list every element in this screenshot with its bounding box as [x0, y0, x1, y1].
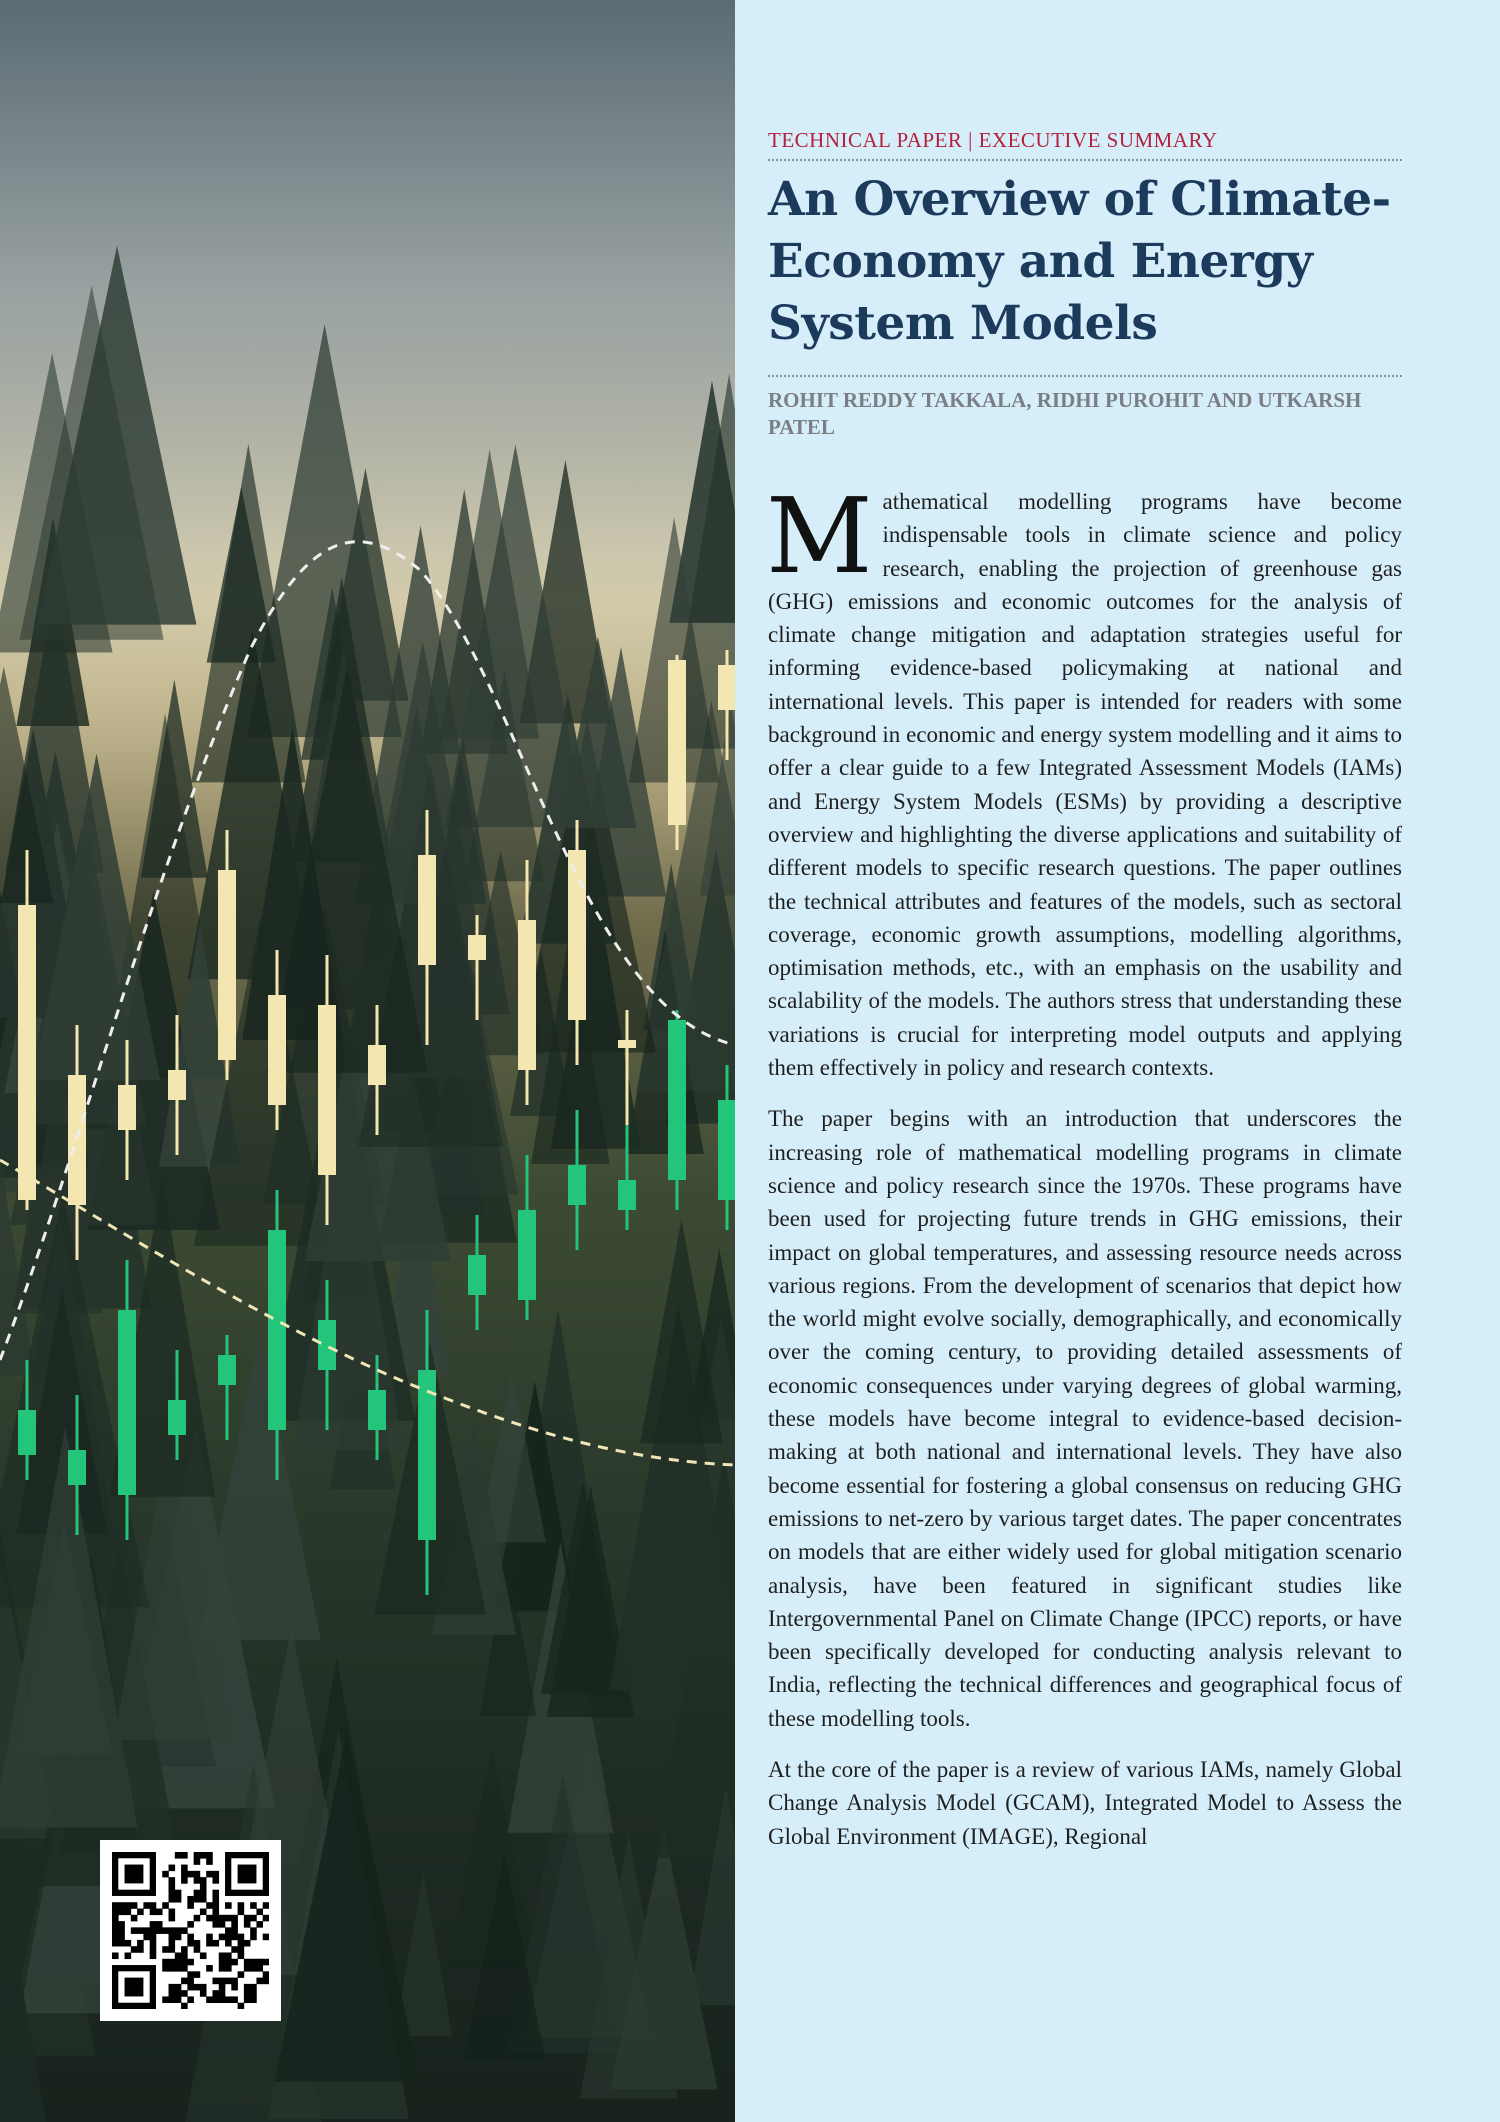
qr-module: [219, 1984, 226, 1991]
qr-module: [200, 1984, 207, 1991]
candlestick-body: [268, 1230, 286, 1430]
qr-module: [250, 1984, 257, 1991]
qr-module: [194, 1890, 201, 1897]
section-kicker: TECHNICAL PAPER | EXECUTIVE SUMMARY: [768, 128, 1402, 161]
qr-module: [219, 1934, 226, 1941]
qr-module: [231, 1978, 238, 1985]
qr-module: [200, 1852, 207, 1859]
qr-module: [150, 1902, 157, 1909]
qr-module: [212, 1990, 219, 1997]
summary-panel: [735, 0, 1500, 2122]
qr-module: [263, 1934, 269, 1941]
qr-module: [118, 1940, 125, 1947]
qr-module: [250, 1990, 257, 1997]
qr-finder: [238, 1865, 257, 1884]
qr-module: [244, 1940, 251, 1947]
qr-module: [118, 1902, 125, 1909]
qr-module: [212, 1940, 219, 1947]
candlestick-body: [118, 1310, 136, 1495]
qr-module: [175, 1952, 182, 1959]
qr-module: [181, 1865, 188, 1872]
qr-module: [263, 1959, 269, 1966]
qr-module: [187, 1940, 194, 1947]
article-body: [766, 475, 1402, 1853]
qr-module: [250, 1959, 257, 1966]
summary-content: [768, 128, 1402, 1871]
qr-module: [125, 1909, 132, 1916]
qr-module: [125, 1940, 132, 1947]
qr-module: [231, 1915, 238, 1922]
candlestick-body: [668, 1020, 686, 1180]
qr-module: [225, 1952, 232, 1959]
qr-module: [169, 1890, 176, 1897]
qr-module: [162, 1871, 169, 1878]
qr-module: [194, 1946, 201, 1953]
qr-module: [263, 1978, 269, 1985]
qr-module: [181, 1871, 188, 1878]
qr-module: [256, 1959, 263, 1966]
candlestick-body: [518, 920, 536, 1070]
qr-module: [137, 1940, 144, 1947]
qr-module: [181, 1852, 188, 1859]
qr-module: [194, 1896, 201, 1903]
qr-module: [200, 1896, 207, 1903]
qr-module: [212, 1902, 219, 1909]
qr-module: [238, 2003, 245, 2009]
qr-module: [231, 1996, 238, 2003]
qr-module: [194, 1940, 201, 1947]
qr-module: [212, 1890, 219, 1897]
qr-finder: [125, 1865, 144, 1884]
qr-module: [175, 1896, 182, 1903]
paragraph-3: At the core of the paper is a review of various IAMs, namely Global Change Analysis Model (GCAM), Integrated Model to Assess the Global Environment (IMAGE), Regional: [768, 1756, 1402, 1849]
qr-module: [169, 1909, 176, 1916]
qr-module: [187, 1902, 194, 1909]
candlestick-body: [218, 1355, 236, 1385]
qr-module: [169, 1927, 176, 1934]
candlestick-body: [468, 935, 486, 960]
qr-module: [143, 1934, 150, 1941]
qr-module: [118, 1934, 125, 1941]
qr-module: [181, 1877, 188, 1884]
candlestick-body: [68, 1075, 86, 1205]
qr-module: [194, 1984, 201, 1991]
qr-module: [225, 1965, 232, 1972]
candlestick-body: [718, 1100, 735, 1200]
qr-module: [225, 1934, 232, 1941]
qr-module: [212, 1896, 219, 1903]
qr-module: [200, 1883, 207, 1890]
qr-module: [212, 1877, 219, 1884]
qr-module: [181, 1927, 188, 1934]
qr-module: [175, 1959, 182, 1966]
qr-module: [175, 1990, 182, 1997]
qr-module: [162, 1959, 169, 1966]
qr-code-icon[interactable]: [100, 1840, 281, 2021]
qr-module: [112, 1915, 119, 1922]
qr-module: [156, 1927, 163, 1934]
qr-module: [238, 1971, 245, 1978]
qr-module: [175, 1890, 182, 1897]
qr-module: [206, 1871, 213, 1878]
qr-module: [181, 1952, 188, 1959]
qr-module: [118, 1927, 125, 1934]
candlestick-body: [68, 1450, 86, 1485]
qr-module: [112, 1902, 119, 1909]
candlestick-body: [218, 870, 236, 1060]
qr-module: [194, 1877, 201, 1884]
candlestick-body: [268, 995, 286, 1105]
qr-module: [250, 1965, 257, 1972]
candlestick-body: [168, 1070, 186, 1100]
qr-module: [200, 1877, 207, 1884]
qr-module: [112, 1952, 119, 1959]
qr-module: [219, 1915, 226, 1922]
qr-module: [225, 1915, 232, 1922]
qr-module: [150, 1909, 157, 1916]
candlestick-body: [668, 660, 686, 825]
candlestick-body: [618, 1040, 636, 1048]
qr-module: [219, 1952, 226, 1959]
qr-module: [169, 1896, 176, 1903]
qr-module: [175, 1934, 182, 1941]
qr-module: [231, 1927, 238, 1934]
qr-module: [238, 1909, 245, 1916]
qr-module: [187, 1896, 194, 1903]
candlestick-body: [118, 1085, 136, 1130]
qr-module: [162, 1902, 169, 1909]
qr-module: [256, 1965, 263, 1972]
qr-module: [175, 1996, 182, 2003]
qr-module: [187, 1871, 194, 1878]
qr-module: [112, 1940, 119, 1947]
qr-module: [118, 1921, 125, 1928]
qr-module: [212, 1921, 219, 1928]
qr-module: [250, 1915, 257, 1922]
qr-module: [150, 1952, 157, 1959]
qr-module: [112, 1921, 119, 1928]
candlestick-body: [418, 855, 436, 965]
qr-module: [150, 1946, 157, 1953]
qr-module: [187, 1959, 194, 1966]
qr-module: [200, 1990, 207, 1997]
qr-module: [169, 1996, 176, 2003]
qr-module: [181, 1990, 188, 1997]
qr-module: [206, 1996, 213, 2003]
qr-module: [181, 1965, 188, 1972]
qr-module: [200, 1952, 207, 1959]
qr-module: [244, 1921, 251, 1928]
candlestick-body: [568, 1165, 586, 1205]
qr-module: [219, 1921, 226, 1928]
qr-module: [169, 1959, 176, 1966]
qr-module: [206, 1858, 213, 1865]
qr-module: [200, 1890, 207, 1897]
candlestick-body: [618, 1180, 636, 1210]
qr-module: [112, 1934, 119, 1941]
qr-module: [206, 1852, 213, 1859]
qr-module: [169, 1940, 176, 1947]
qr-module: [238, 1902, 245, 1909]
candlestick-body: [518, 1210, 536, 1300]
qr-module: [238, 1940, 245, 1947]
qr-module: [200, 1909, 207, 1916]
qr-module: [194, 1858, 201, 1865]
qr-module: [206, 1940, 213, 1947]
qr-module: [143, 1927, 150, 1934]
qr-module: [219, 1959, 226, 1966]
qr-module: [162, 1965, 169, 1972]
qr-module: [256, 1921, 263, 1928]
candlestick-body: [18, 905, 36, 1200]
qr-module: [231, 1946, 238, 1953]
qr-module: [206, 1934, 213, 1941]
qr-code-pattern: [112, 1852, 269, 2009]
qr-module: [169, 1877, 176, 1884]
qr-module: [162, 1927, 169, 1934]
qr-module: [244, 1990, 251, 1997]
qr-module: [156, 1909, 163, 1916]
qr-module: [175, 1984, 182, 1991]
paragraph-1-text: athematical modelling programs have become indispensable tools in climate science and policy research, enabling the projection of greenhouse gas (GHG) emissions and economic outcomes for the analysis of climate change mitigation and adaptation strategies useful for informing evidence-based policymaking at national and international levels. This paper is intended for readers with some background in economic and energy system modelling and it aims to offer a clear guide to a few Integrated Assessment Models (IAMs) and Energy System Models (ESMs) by providing a descriptive overview and highlighting the diverse applications and suitability of different models to specific research questions. The paper outlines the technical attributes and features of the models, such as sectoral coverage, economic growth assumptions, modelling algorithms, optimisation methods, etc., with an emphasis on the usability and scalability of the models. The authors stress that understanding these variations is crucial for interpreting model outputs and applying them effectively in policy and research contexts.: [768, 489, 1402, 1081]
qr-module: [225, 1927, 232, 1934]
qr-module: [225, 1996, 232, 2003]
qr-module: [112, 1927, 119, 1934]
qr-module: [244, 1959, 251, 1966]
qr-module: [225, 1940, 232, 1947]
qr-module: [238, 1952, 245, 1959]
qr-module: [181, 1959, 188, 1966]
qr-module: [118, 1909, 125, 1916]
qr-finder: [125, 1978, 144, 1997]
qr-module: [175, 1965, 182, 1972]
qr-module: [212, 1996, 219, 2003]
qr-module: [169, 1990, 176, 1997]
qr-module: [244, 1996, 251, 2003]
paragraph-2: The paper begins with an introduction that underscores the increasing role of mathematical modelling programs in climate science and policy research since the 1970s. These programs have been used for projecting future trends in GHG emissions, their impact on global temperatures, and assessing resource needs across various regions. From the development of scenarios that depict how the world might evolve socially, demographically, and economically over the coming century, to providing detailed assessments of economic consequences under varying degrees of global warming, these models have become integral to evidence-based decision-making at both national and international levels. They have also become essential for fostering a global consensus on reducing GHG emissions to net-zero by various target dates. The paper concentrates on models that are either widely used for global mitigation scenario analysis, have been featured in significant studies like Intergovernmental Panel on Climate Change (IPCC) reports, or have been specifically developed for conducting analysis relevant to India, reflecting the technical differences and geographical focus of these modelling tools.: [768, 1106, 1402, 1731]
qr-module: [131, 1915, 138, 1922]
qr-module: [169, 1934, 176, 1941]
qr-module: [263, 1915, 269, 1922]
qr-module: [162, 1946, 169, 1953]
candlestick-body: [168, 1400, 186, 1435]
cover-image: [0, 0, 735, 2122]
qr-module: [212, 1909, 219, 1916]
qr-module: [150, 1934, 157, 1941]
qr-module: [162, 1996, 169, 2003]
qr-module: [231, 1921, 238, 1928]
qr-module: [131, 1927, 138, 1934]
qr-module: [238, 1946, 245, 1953]
qr-module: [169, 1946, 176, 1953]
paragraph-1: [766, 475, 1402, 1084]
qr-module: [250, 1927, 257, 1934]
candlestick-body: [368, 1045, 386, 1085]
qr-module: [181, 1978, 188, 1985]
candlestick-body: [318, 1320, 336, 1370]
qr-module: [244, 1915, 251, 1922]
qr-module: [112, 1909, 119, 1916]
qr-module: [219, 1990, 226, 1997]
candlestick-body: [418, 1370, 436, 1540]
qr-module: [256, 1978, 263, 1985]
qr-module: [137, 1927, 144, 1934]
qr-module: [125, 1952, 132, 1959]
qr-module: [263, 1902, 269, 1909]
qr-module: [212, 1915, 219, 1922]
candlestick-body: [368, 1390, 386, 1430]
page-title: An Overview of Climate-Economy and Energy System Models: [768, 169, 1402, 377]
qr-module: [206, 1902, 213, 1909]
qr-module: [156, 1921, 163, 1928]
qr-module: [150, 1921, 157, 1928]
qr-module: [231, 1959, 238, 1966]
qr-module: [181, 1946, 188, 1953]
qr-module: [219, 1978, 226, 1985]
qr-module: [250, 1996, 257, 2003]
qr-module: [250, 1934, 257, 1941]
qr-module: [231, 1934, 238, 1941]
qr-module: [219, 1965, 226, 1972]
qr-module: [212, 1871, 219, 1878]
candlestick-body: [18, 1410, 36, 1455]
forest-candlestick-illustration: [0, 0, 735, 2122]
qr-module: [137, 1946, 144, 1953]
qr-module: [206, 1965, 213, 1972]
qr-module: [131, 1946, 138, 1953]
qr-module: [169, 1865, 176, 1872]
qr-module: [194, 1852, 201, 1859]
qr-module: [150, 1940, 157, 1947]
qr-module: [169, 1984, 176, 1991]
qr-module: [175, 1852, 182, 1859]
qr-module: [194, 1871, 201, 1878]
qr-module: [187, 1921, 194, 1928]
qr-module: [194, 1915, 201, 1922]
qr-module: [225, 1978, 232, 1985]
qr-module: [250, 1902, 257, 1909]
qr-module: [206, 1915, 213, 1922]
qr-module: [131, 1902, 138, 1909]
qr-module: [143, 1902, 150, 1909]
qr-module: [256, 1909, 263, 1916]
qr-module: [238, 1934, 245, 1941]
qr-module: [263, 1971, 269, 1978]
qr-module: [175, 1927, 182, 1934]
qr-module: [137, 1909, 144, 1916]
qr-module: [187, 1996, 194, 2003]
qr-module: [150, 1927, 157, 1934]
qr-module: [187, 1984, 194, 1991]
qr-module: [219, 1996, 226, 2003]
qr-module: [181, 2003, 188, 2009]
candlestick-body: [468, 1255, 486, 1295]
qr-module: [187, 1971, 194, 1978]
qr-module: [187, 1978, 194, 1985]
qr-module: [212, 1978, 219, 1985]
candlestick-body: [718, 665, 735, 710]
qr-module: [225, 1959, 232, 1966]
qr-module: [169, 1965, 176, 1972]
qr-module: [169, 1915, 176, 1922]
qr-module: [194, 1971, 201, 1978]
qr-module: [231, 1984, 238, 1991]
qr-module: [244, 1965, 251, 1972]
qr-module: [187, 1934, 194, 1941]
qr-module: [225, 1902, 232, 1909]
candlestick-body: [318, 1005, 336, 1175]
qr-module: [244, 1984, 251, 1991]
qr-module: [169, 1883, 176, 1890]
qr-module: [125, 1902, 132, 1909]
authors-line: ROHIT REDDY TAKKALA, RIDHI PUROHIT AND UTKARSH PATEL: [768, 388, 1362, 439]
drop-cap: M: [766, 475, 873, 597]
candlestick-body: [568, 850, 586, 1020]
